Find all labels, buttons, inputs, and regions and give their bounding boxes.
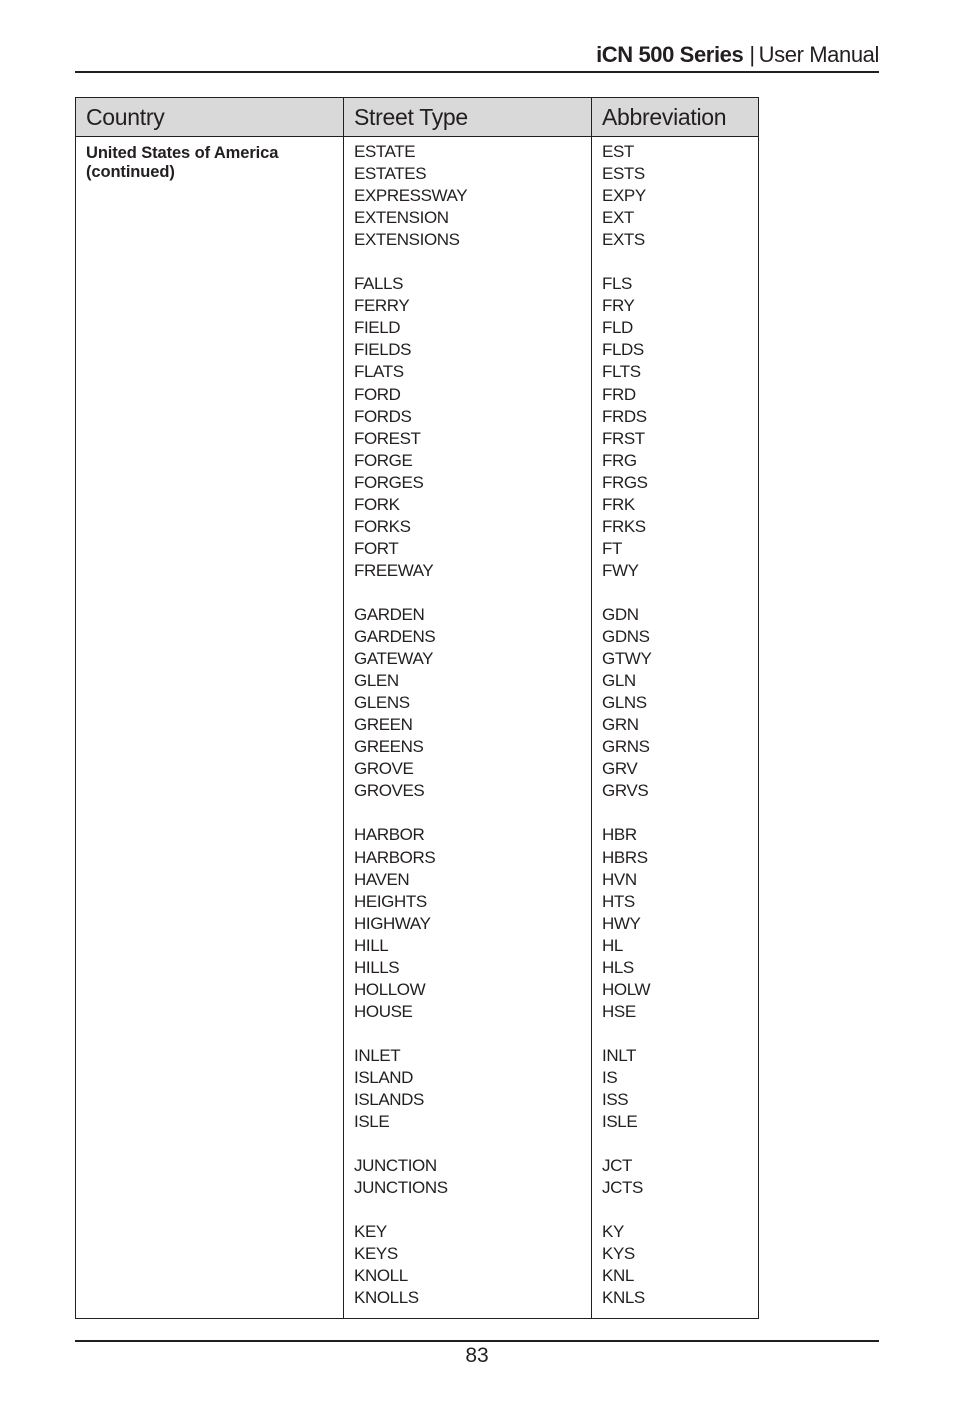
abbreviation-cell: EST bbox=[602, 142, 634, 161]
abbreviation-cell: HVN bbox=[602, 869, 637, 889]
street-type-cell: GARDENS bbox=[354, 627, 436, 647]
abbreviation-cell: FLDS bbox=[602, 340, 644, 360]
street-type-cell: KNOLLS bbox=[354, 1288, 419, 1308]
abbreviation-cell: HLS bbox=[602, 957, 634, 977]
street-type-cell: ESTATES bbox=[354, 164, 427, 184]
abbreviation-cell: ISS bbox=[602, 1090, 629, 1110]
abbreviation-cell: GDN bbox=[602, 604, 639, 624]
street-type-cell: HAVEN bbox=[354, 869, 410, 889]
abbreviation-cell: GRN bbox=[602, 715, 639, 735]
street-type-cell: FORGE bbox=[354, 450, 413, 470]
abbreviation-cell: FRDS bbox=[602, 406, 647, 426]
abbreviation-cell: KNLS bbox=[602, 1288, 645, 1308]
street-type-cell: INLET bbox=[354, 1045, 401, 1065]
street-type-cell: KNOLL bbox=[354, 1266, 408, 1286]
abbreviation-cell: ESTS bbox=[602, 164, 645, 184]
street-type-cell: HIGHWAY bbox=[354, 913, 431, 933]
street-type-cell: FLATS bbox=[354, 362, 404, 382]
abbreviation-cell: GRVS bbox=[602, 781, 649, 801]
group-spacer bbox=[354, 251, 467, 273]
abbreviation-cell: FRST bbox=[602, 428, 645, 448]
column-header-street-type: Street Type bbox=[354, 104, 468, 130]
abbreviation-cell: HWY bbox=[602, 913, 641, 933]
column-divider bbox=[343, 98, 344, 1318]
street-type-cell: ESTATE bbox=[354, 142, 416, 161]
street-type-cell: FORT bbox=[354, 538, 399, 558]
abbreviation-cell: HTS bbox=[602, 891, 635, 911]
page-number: 83 bbox=[465, 1344, 489, 1367]
street-type-cell: FIELDS bbox=[354, 340, 412, 360]
abbreviation-cell: HBR bbox=[602, 825, 637, 845]
street-type-cell: JUNCTIONS bbox=[354, 1178, 448, 1198]
street-type-cell: FOREST bbox=[354, 428, 421, 448]
street-type-cell: KEY bbox=[354, 1222, 387, 1242]
abbreviation-cell: EXT bbox=[602, 208, 634, 228]
abbreviation-cell: FLTS bbox=[602, 362, 641, 382]
street-type-cell: FERRY bbox=[354, 296, 410, 316]
abbreviation-cell: INLT bbox=[602, 1045, 636, 1065]
abbreviation-cell: GLN bbox=[602, 671, 636, 691]
abbreviation-cell: KYS bbox=[602, 1244, 635, 1264]
street-type-cell: HARBORS bbox=[354, 847, 436, 867]
group-spacer bbox=[602, 1023, 651, 1045]
document-title: User Manual bbox=[758, 42, 879, 67]
street-type-cell: HILL bbox=[354, 935, 389, 955]
abbreviation-cell: FRY bbox=[602, 296, 635, 316]
street-type-cell: GROVE bbox=[354, 759, 414, 779]
street-type-cell: HEIGHTS bbox=[354, 891, 427, 911]
street-type-cell: FORD bbox=[354, 384, 401, 404]
abbreviation-cell: JCTS bbox=[602, 1178, 643, 1198]
group-spacer bbox=[354, 802, 467, 824]
country-cell: United States of America (continued) bbox=[86, 144, 279, 181]
header-rule bbox=[75, 71, 879, 73]
abbreviation-cell: FT bbox=[602, 538, 622, 558]
street-type-cell: JUNCTION bbox=[354, 1156, 437, 1176]
abbreviation-cell: HSE bbox=[602, 1001, 636, 1021]
abbreviation-cell: KNL bbox=[602, 1266, 634, 1286]
abbreviation-cell: GRV bbox=[602, 759, 638, 779]
abbreviation-cell: GDNS bbox=[602, 627, 650, 647]
street-type-cell: GREENS bbox=[354, 737, 424, 757]
header-separator: | bbox=[749, 42, 755, 67]
street-type-cell: HILLS bbox=[354, 957, 400, 977]
street-type-cell: GLENS bbox=[354, 693, 410, 713]
street-type-table bbox=[75, 97, 759, 1319]
street-type-column bbox=[354, 141, 467, 1309]
street-type-cell: FORKS bbox=[354, 516, 411, 536]
street-type-cell: KEYS bbox=[354, 1244, 398, 1264]
street-type-cell: ISLANDS bbox=[354, 1090, 424, 1110]
street-type-cell: EXTENSION bbox=[354, 208, 449, 228]
abbreviation-cell: ISLE bbox=[602, 1112, 638, 1132]
street-type-cell: ISLE bbox=[354, 1112, 390, 1132]
abbreviation-cell: GLNS bbox=[602, 693, 647, 713]
abbreviation-cell: FRD bbox=[602, 384, 636, 404]
abbreviation-cell: FRK bbox=[602, 494, 635, 514]
abbreviation-cell: EXPY bbox=[602, 186, 646, 206]
group-spacer bbox=[354, 582, 467, 604]
street-type-cell: FIELD bbox=[354, 318, 401, 338]
street-type-cell: EXTENSIONS bbox=[354, 230, 460, 250]
abbreviation-cell: EXTS bbox=[602, 230, 645, 250]
group-spacer bbox=[602, 251, 651, 273]
street-type-cell: FALLS bbox=[354, 274, 404, 294]
footer-rule bbox=[75, 1340, 879, 1342]
abbreviation-cell: HOLW bbox=[602, 979, 651, 999]
street-type-cell: FREEWAY bbox=[354, 560, 434, 580]
street-type-cell: GATEWAY bbox=[354, 649, 434, 669]
abbreviation-cell: FRG bbox=[602, 450, 637, 470]
street-type-cell: FORK bbox=[354, 494, 400, 514]
street-type-cell: FORDS bbox=[354, 406, 412, 426]
abbreviation-cell: GTWY bbox=[602, 649, 652, 669]
abbreviation-cell: JCT bbox=[602, 1156, 632, 1176]
group-spacer bbox=[602, 1199, 651, 1221]
street-type-cell: HOLLOW bbox=[354, 979, 426, 999]
street-type-cell: GARDEN bbox=[354, 604, 425, 624]
group-spacer bbox=[354, 1023, 467, 1045]
group-spacer bbox=[602, 1133, 651, 1155]
abbreviation-cell: KY bbox=[602, 1222, 624, 1242]
abbreviation-cell: FRGS bbox=[602, 472, 648, 492]
column-header-abbreviation: Abbreviation bbox=[602, 104, 727, 130]
abbreviation-cell: FWY bbox=[602, 560, 639, 580]
group-spacer bbox=[354, 1199, 467, 1221]
abbreviation-cell: IS bbox=[602, 1067, 618, 1087]
column-divider bbox=[591, 98, 592, 1318]
street-type-cell: FORGES bbox=[354, 472, 424, 492]
abbreviation-column bbox=[602, 141, 651, 1309]
abbreviation-cell: FRKS bbox=[602, 516, 646, 536]
street-type-cell: GROVES bbox=[354, 781, 425, 801]
abbreviation-cell: FLD bbox=[602, 318, 633, 338]
abbreviation-cell: GRNS bbox=[602, 737, 650, 757]
street-type-cell: GREEN bbox=[354, 715, 413, 735]
street-type-cell: EXPRESSWAY bbox=[354, 186, 468, 206]
column-header-country: Country bbox=[86, 104, 165, 130]
product-name: iCN 500 Series bbox=[596, 42, 744, 67]
street-type-cell: HOUSE bbox=[354, 1001, 413, 1021]
group-spacer bbox=[602, 802, 651, 824]
group-spacer bbox=[354, 1133, 467, 1155]
street-type-cell: ISLAND bbox=[354, 1067, 414, 1087]
street-type-cell: HARBOR bbox=[354, 825, 425, 845]
page-header bbox=[75, 40, 879, 70]
table-header-row bbox=[76, 98, 758, 137]
abbreviation-cell: FLS bbox=[602, 274, 632, 294]
group-spacer bbox=[602, 582, 651, 604]
abbreviation-cell: HL bbox=[602, 935, 623, 955]
street-type-cell: GLEN bbox=[354, 671, 399, 691]
abbreviation-cell: HBRS bbox=[602, 847, 648, 867]
